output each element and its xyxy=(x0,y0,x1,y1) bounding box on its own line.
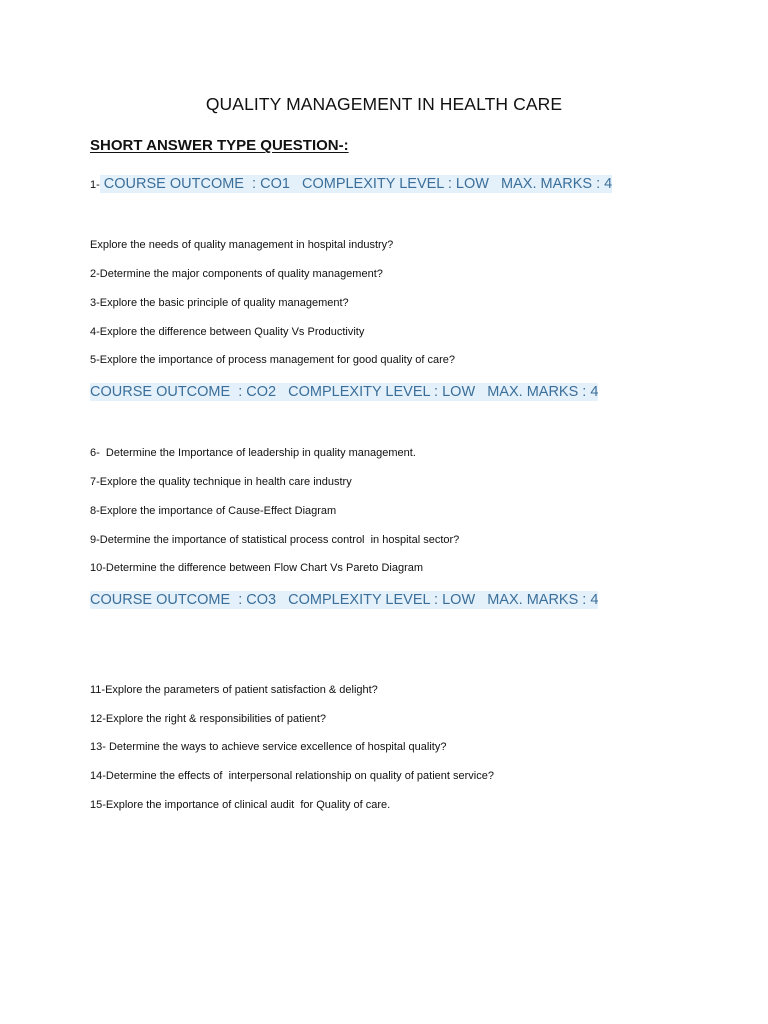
question-item: 10-Determine the difference between Flow Chart Vs Pareto Diagram xyxy=(90,562,424,574)
question-item: 13- Determine the ways to achieve service excellence of hospital quality? xyxy=(90,741,447,753)
question-item: 9-Determine the importance of statistical process control in hospital sector? xyxy=(90,534,460,546)
question-item: 2-Determine the major components of quality management? xyxy=(90,268,383,280)
question-item: 15-Explore the importance of clinical audit for Quality of care. xyxy=(90,799,391,811)
question-item: 14-Determine the effects of interpersonal relationship on quality of patient service? xyxy=(90,770,494,782)
question-item: 5-Explore the importance of process management for good quality of care? xyxy=(90,354,456,366)
question-item: 8-Explore the importance of Cause-Effect Diagram xyxy=(90,505,337,517)
section-heading: SHORT ANSWER TYPE QUESTION-: xyxy=(90,137,349,154)
course-outcome-label: COURSE OUTCOME : CO2 COMPLEXITY LEVEL : LOW MAX. MARKS : 4 xyxy=(90,384,599,400)
course-outcome-co2 xyxy=(90,382,598,402)
question-item: 11-Explore the parameters of patient satisfaction & delight? xyxy=(90,684,378,696)
course-outcome-co3 xyxy=(90,590,598,610)
question-item: 6- Determine the Importance of leadership in quality management. xyxy=(90,447,416,459)
document-title: QUALITY MANAGEMENT IN HEALTH CARE xyxy=(205,94,563,114)
question-item: Explore the needs of quality management in hospital industry? xyxy=(90,239,394,251)
question-item: 3-Explore the basic principle of quality management? xyxy=(90,297,349,309)
question-item: 12-Explore the right & responsibilities of patient? xyxy=(90,713,327,725)
question-item: 7-Explore the quality technique in health care industry xyxy=(90,476,352,488)
course-outcome-label: COURSE OUTCOME : CO1 COMPLEXITY LEVEL : LOW MAX. MARKS : 4 xyxy=(99,176,613,192)
question-item: 4-Explore the difference between Quality Vs Productivity xyxy=(90,326,365,338)
course-outcome-label: COURSE OUTCOME : CO3 COMPLEXITY LEVEL : LOW MAX. MARKS : 4 xyxy=(90,592,599,608)
question-number-prefix: 1- xyxy=(90,179,100,191)
course-outcome-co1 xyxy=(90,174,612,195)
